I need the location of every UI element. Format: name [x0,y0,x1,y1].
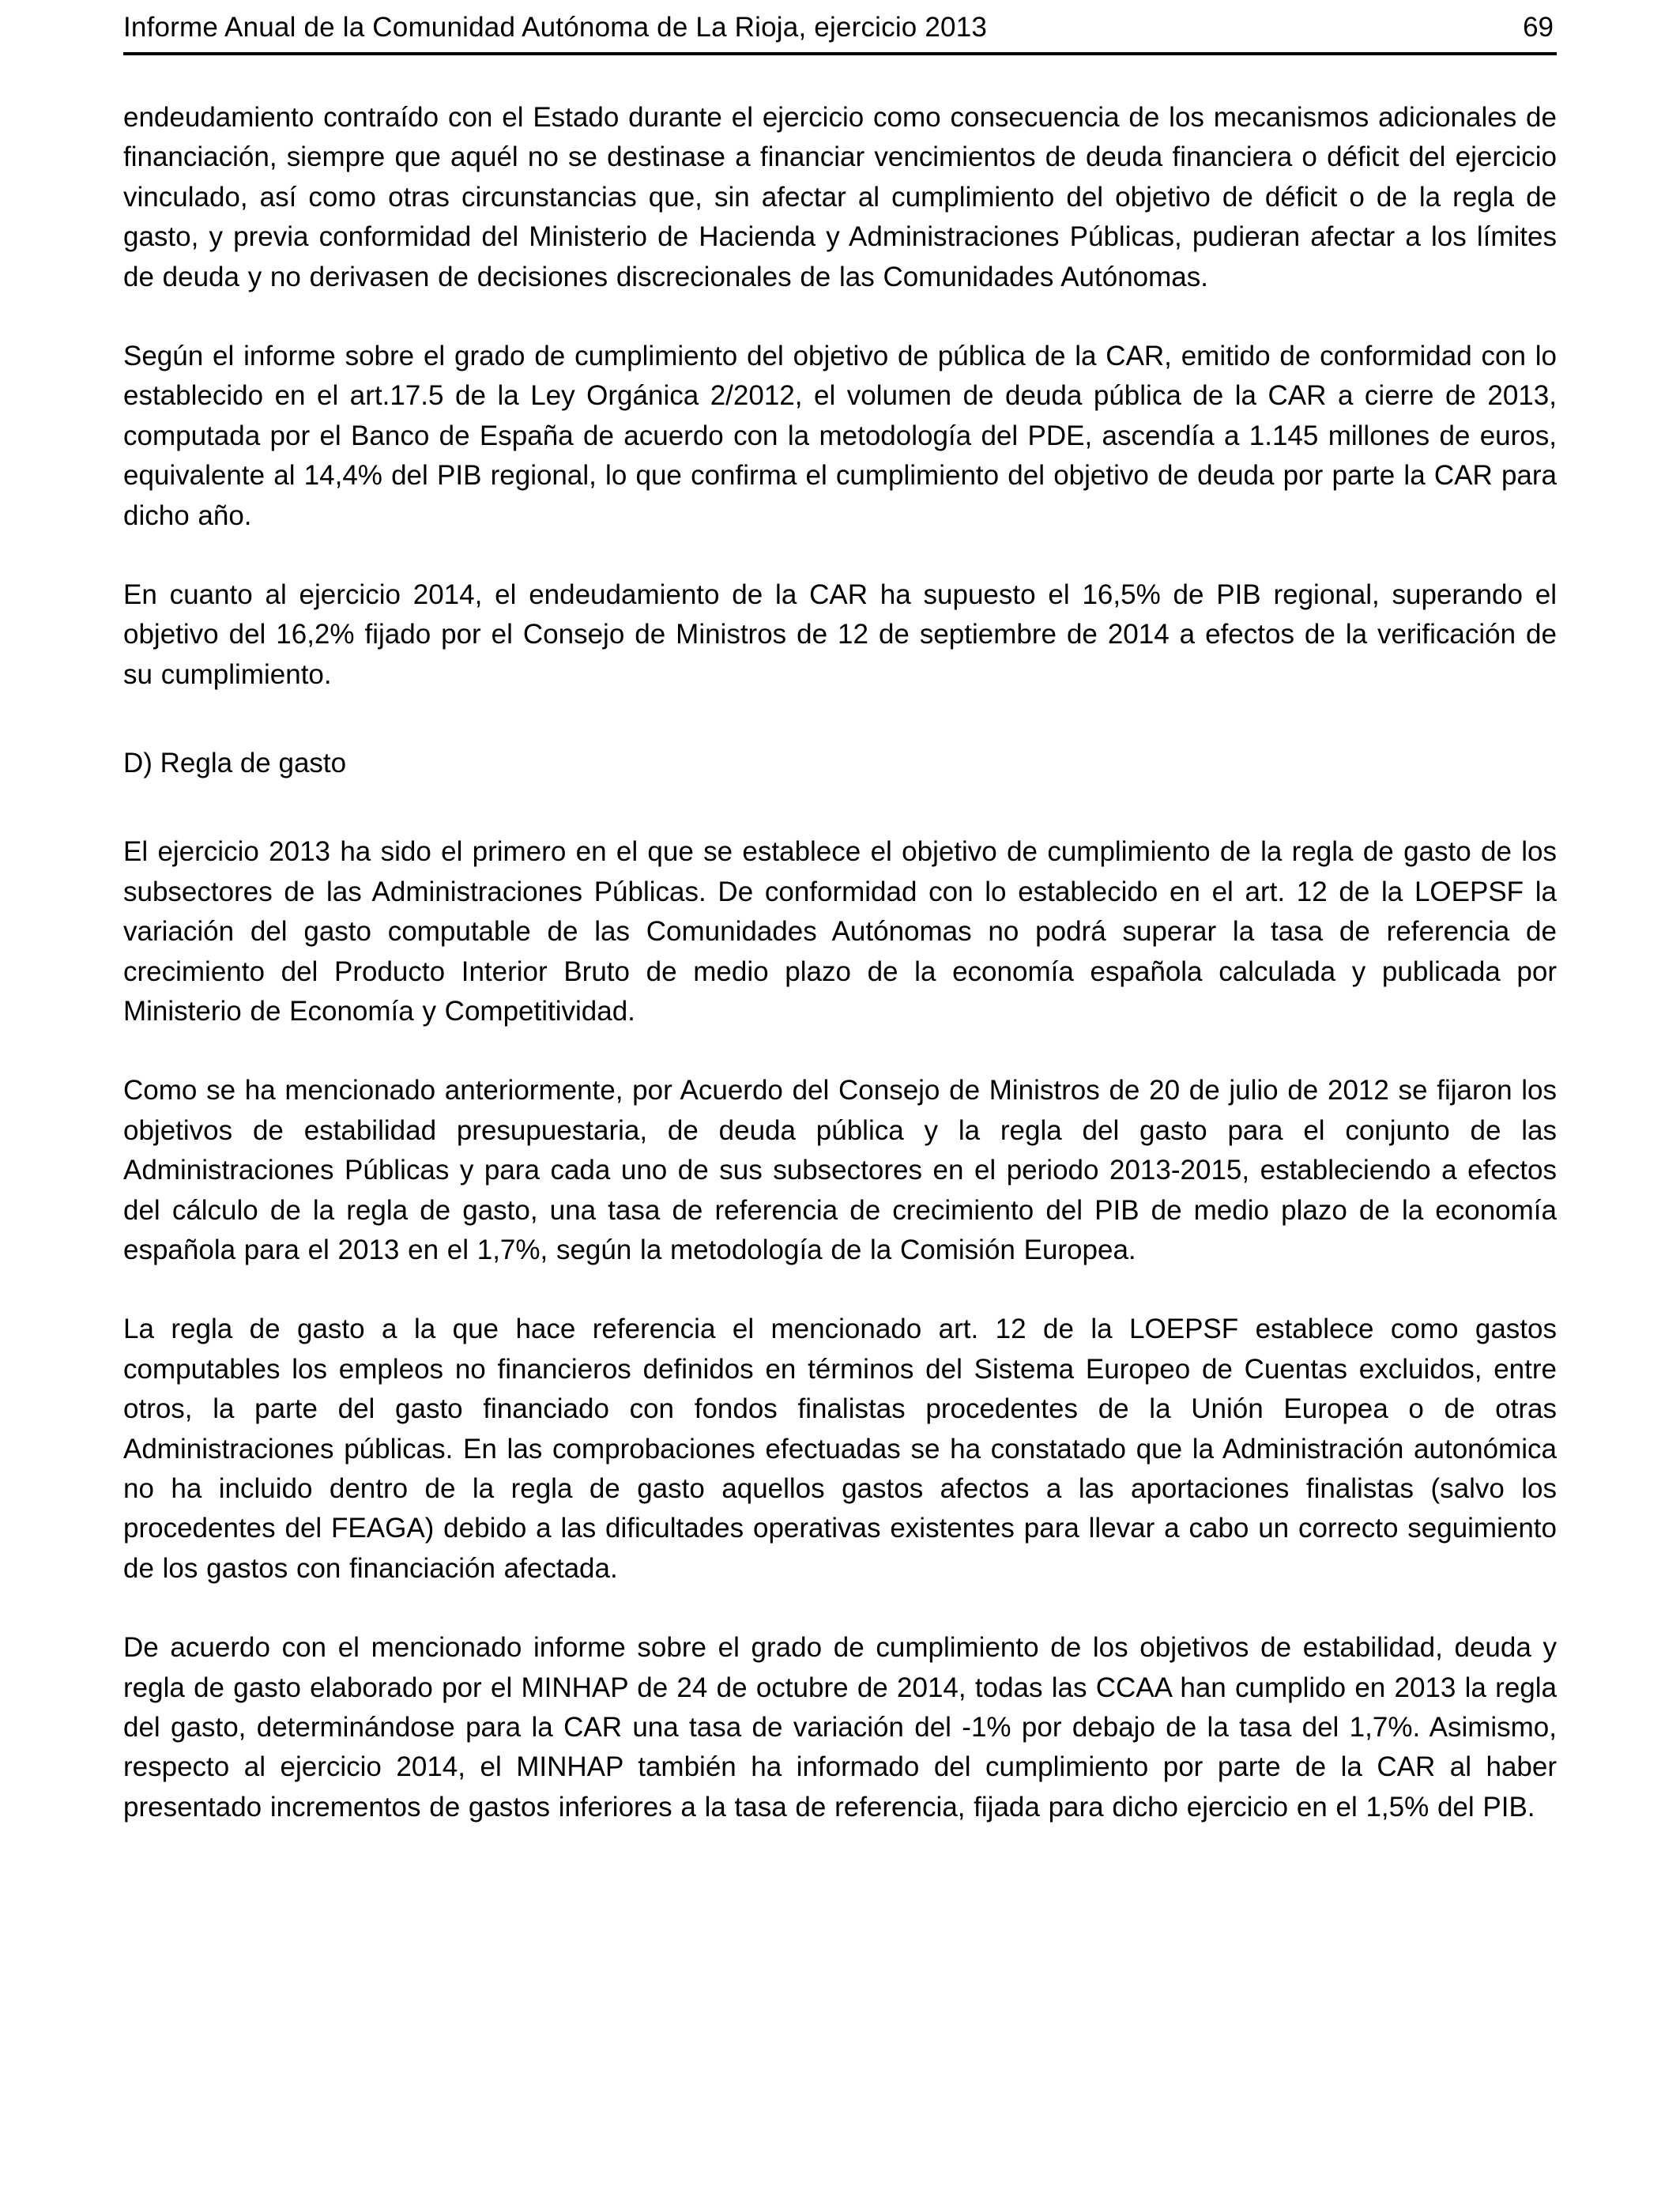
paragraph-ejercicio-2013-regla: El ejercicio 2013 ha sido el primero en el que se establece el objetivo de cumplimiento de la regla de gasto de los subsectores de las Administraciones Públicas. De conformidad con lo establecido en el art. 12 de la LOEPSF la variación del gasto computable de las Comunidades Autónomas no podrá superar la tasa de referencia de crecimiento del Producto Interior Bruto de medio plazo de la economía española calculada y publicada por Ministerio de Economía y Competitividad. [123,836,1557,1027]
paragraph-informe-minhap: De acuerdo con el mencionado informe sobre el grado de cumplimiento de los objetivos de estabilidad, deuda y regla de gasto elaborado por el MINHAP de 24 de octubre de 2014, todas las CCAA han cumplido en 2013 la regla del gasto, determinándose para la CAR una tasa de variación del -1% por debajo de la tasa del 1,7%. Asimismo, respecto al ejercicio 2014, el MINHAP también ha informado del cumplimiento por parte de la CAR al haber presentado incrementos de gastos inferiores a la tasa de referencia, fijada para dicho ejercicio en el 1,5% del PIB. [123,1632,1557,1823]
paragraph-regla-gasto-loepsf: La regla de gasto a la que hace referencia el mencionado art. 12 de la LOEPSF establece como gastos computables los empleos no financieros definidos en términos del Sistema Europeo de Cuentas excluidos, entre otros, la parte del gasto financiado con fondos finalistas procedentes de la Unión Europea o de otras Administraciones públicas. En las comprobaciones efectuadas se ha constatado que la Administración autonómica no ha incluido dentro de la regla de gasto aquellos gastos afectos a las aportaciones finalistas (salvo los procedentes del FEAGA) debido a las dificultades operativas existentes para llevar a cabo un correcto seguimiento de los gastos con financiación afectada. [123,1314,1557,1584]
page-header [123,11,1557,55]
paragraph-endeudamiento: endeudamiento contraído con el Estado durante el ejercicio como consecuencia de los mecanismos adicionales de financiación, siempre que aquél no se destinase a financiar vencimientos de deuda financiera o déficit del ejercicio vinculado, así como otras circunstancias que, sin afectar al cumplimiento del objetivo de déficit o de la regla de gasto, y previa conformidad del Ministerio de Hacienda y Administraciones Públicas, pudieran afectar a los límites de deuda y no derivasen de decisiones discrecionales de las Comunidades Autónomas. [123,102,1557,292]
paragraph-acuerdo-consejo-ministros: Como se ha mencionado anteriormente, por Acuerdo del Consejo de Ministros de 20 de julio de 2012 se fijaron los objetivos de estabilidad presupuestaria, de deuda pública y la regla del gasto para el conjunto de las Administraciones Públicas y para cada uno de sus subsectores en el periodo 2013-2015, estableciendo a efectos del cálculo de la regla de gasto, una tasa de referencia de crecimiento del PIB de medio plazo de la economía española para el 2013 en el 1,7%, según la metodología de la Comisión Europea. [123,1075,1557,1265]
page-body [123,55,1557,1827]
page-header-title: Informe Anual de la Comunidad Autónoma de La Rioja, ejercicio 2013 [123,12,988,43]
page-number: 69 [1523,12,1554,43]
paragraph-ejercicio-2014: En cuanto al ejercicio 2014, el endeudamiento de la CAR ha supuesto el 16,5% de PIB regional, superando el objetivo del 16,2% fijado por el Consejo de Ministros de 12 de septiembre de 2014 a efectos de la verificación de su cumplimiento. [123,579,1557,690]
paragraph-informe-cumplimiento: Según el informe sobre el grado de cumplimiento del objetivo de pública de la CAR, emitido de conformidad con lo establecido en el art.17.5 de la Ley Orgánica 2/2012, el volumen de deuda pública de la CAR a cierre de 2013, computada por el Banco de España de acuerdo con la metodología del PDE, ascendía a 1.145 millones de euros, equivalente al 14,4% del PIB regional, lo que confirma el cumplimiento del objetivo de deuda por parte la CAR para dicho año. [123,340,1557,531]
section-heading-regla-de-gasto: D) Regla de gasto [123,748,347,779]
